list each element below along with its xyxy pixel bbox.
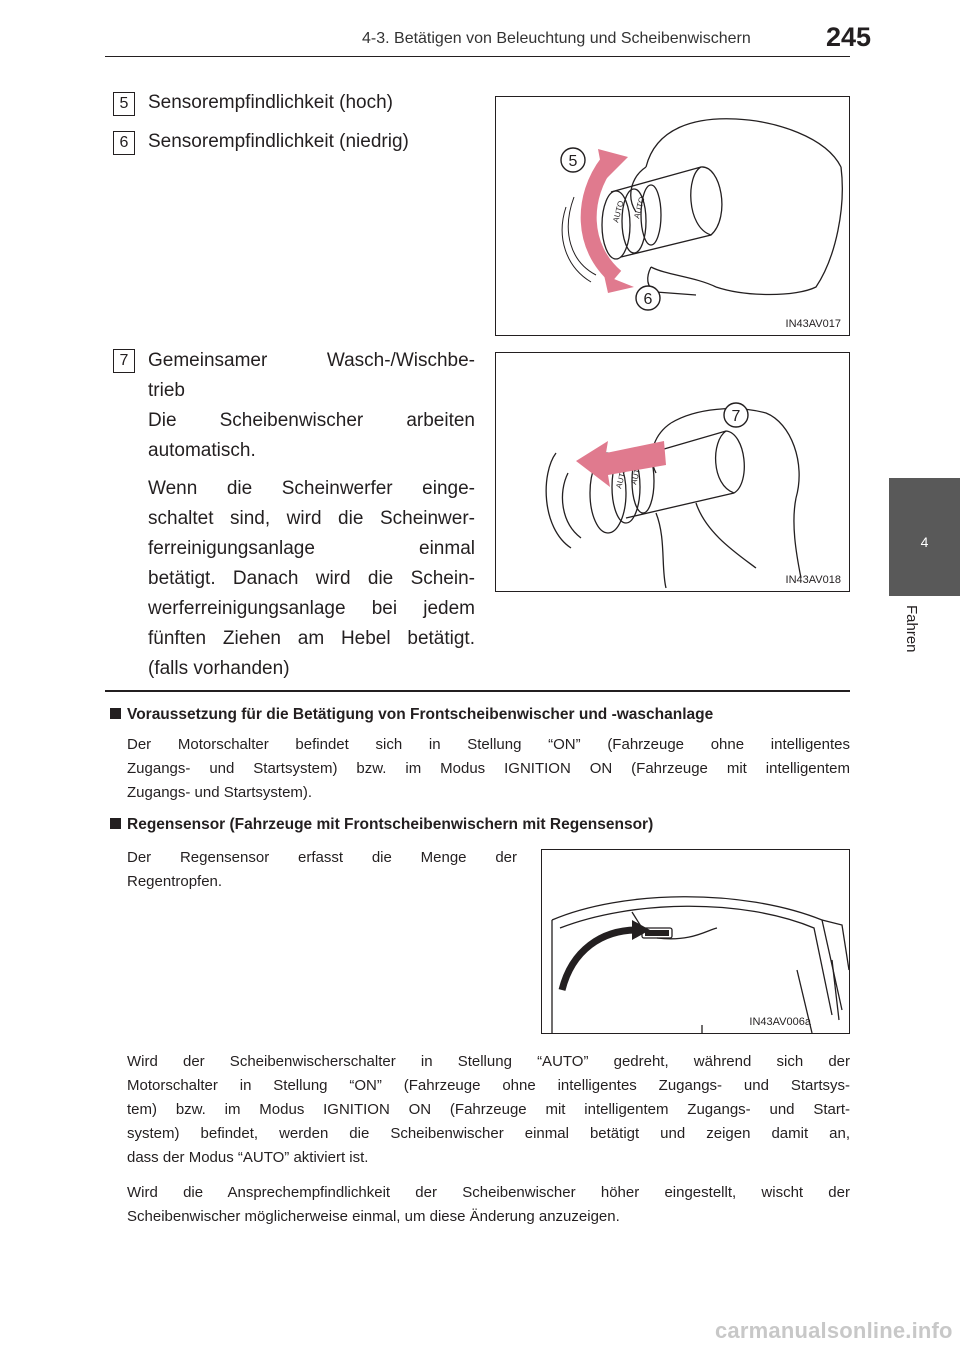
text-line: Zugangs- und Startsystem). bbox=[127, 784, 313, 801]
section-intro bbox=[127, 846, 517, 894]
section-heading: Voraussetzung für die Betätigung von Frontscheibenwischer und -waschanlage bbox=[110, 706, 713, 724]
figure-code: IN43AV018 bbox=[785, 574, 841, 586]
text-line: fünften Ziehen am Hebel betätigt. bbox=[148, 628, 475, 649]
section-paragraph bbox=[127, 733, 850, 805]
section-divider bbox=[105, 690, 850, 692]
header-rule bbox=[105, 56, 850, 57]
text-line: schaltet sind, wird die Scheinwer- bbox=[148, 508, 475, 529]
wash-lever-illustration bbox=[496, 353, 849, 591]
svg-text:6: 6 bbox=[643, 291, 653, 308]
section-title: 4-3. Betätigen von Beleuchtung und Scheibenwischern bbox=[362, 30, 751, 47]
page-number: 245 bbox=[826, 22, 872, 52]
text-line: Regentropfen. bbox=[127, 873, 223, 890]
text-line: Wird der Scheibenwischerschalter in Stellung “AUTO” gedreht, während sich der bbox=[127, 1053, 850, 1070]
text-line: Der Motorschalter befindet sich in Stellung “ON” (Fahrzeuge ohne intelligentes bbox=[127, 736, 850, 753]
figure-wash bbox=[495, 352, 850, 592]
text-line: trieb bbox=[148, 380, 185, 401]
text-line: Gemeinsamer Wasch-/Wischbe- bbox=[148, 350, 475, 371]
watermark: carmanualsonline.info bbox=[715, 1318, 953, 1343]
svg-text:AUTO: AUTO bbox=[614, 465, 629, 490]
windshield-illustration bbox=[542, 850, 849, 1033]
text-line: Die Scheibenwischer arbeiten bbox=[148, 410, 475, 431]
text-line: Wenn die Scheinwerfer einge- bbox=[148, 478, 475, 499]
svg-text:5: 5 bbox=[568, 153, 578, 170]
svg-text:7: 7 bbox=[731, 408, 741, 425]
section-paragraph bbox=[127, 1181, 850, 1229]
text-line: Motorschalter in Stellung “ON” (Fahrzeuge ohne intelligentes Zugangs- und Startsys- bbox=[127, 1077, 850, 1094]
chapter-number: 4 bbox=[920, 534, 929, 550]
item-text-7 bbox=[148, 346, 475, 684]
text-line: automatisch. bbox=[148, 440, 256, 461]
figure-code: IN43AV006a bbox=[749, 1016, 811, 1028]
text-line: Der Regensensor erfasst die Menge der bbox=[127, 849, 517, 866]
square-bullet-icon bbox=[110, 708, 121, 719]
item-number-7: 7 bbox=[113, 349, 135, 373]
text-line: betätigt. Danach wird die Schein- bbox=[148, 568, 475, 589]
item-number-5: 5 bbox=[113, 92, 135, 116]
item-text-6: Sensorempfindlichkeit (niedrig) bbox=[148, 131, 409, 152]
text-line: (falls vorhanden) bbox=[148, 658, 290, 679]
figure-code: IN43AV017 bbox=[785, 318, 841, 330]
text-line: dass der Modus “AUTO” aktiviert ist. bbox=[127, 1149, 369, 1166]
wiper-knob-illustration bbox=[496, 97, 849, 335]
text-line: Scheibenwischer möglicherweise einmal, um diese Änderung anzuzeigen. bbox=[127, 1208, 620, 1225]
text-line: werferreinigungsanlage bei jedem bbox=[148, 598, 475, 619]
section-heading: Regensensor (Fahrzeuge mit Frontscheibenwischern mit Regensensor) bbox=[110, 816, 653, 834]
figure-rain-sensor bbox=[541, 849, 850, 1034]
item-number-6: 6 bbox=[113, 131, 135, 155]
svg-text:AUTO: AUTO bbox=[611, 199, 626, 224]
text-line: Zugangs- und Startsystem) bzw. im Modus IGNITION ON (Fahrzeuge mit intelligentem bbox=[127, 760, 850, 777]
text-line: Wird die Ansprechempfindlichkeit der Scheibenwischer höher eingestellt, wischt der bbox=[127, 1184, 850, 1201]
text-line: tem) bzw. im Modus IGNITION ON (Fahrzeuge mit intelligentem Zugangs- und Start- bbox=[127, 1101, 850, 1118]
text-line: system) befindet, werden die Scheibenwischer einmal betätigt und zeigen damit an, bbox=[127, 1125, 850, 1142]
item-text-5: Sensorempfindlichkeit (hoch) bbox=[148, 92, 394, 113]
square-bullet-icon bbox=[110, 818, 121, 829]
section-paragraph bbox=[127, 1050, 850, 1170]
svg-text:AUTO: AUTO bbox=[629, 461, 644, 486]
chapter-name: Fahren bbox=[903, 605, 920, 653]
figure-sensitivity bbox=[495, 96, 850, 336]
svg-text:AUTO: AUTO bbox=[632, 195, 647, 220]
text-line: ferreinigungsanlage einmal bbox=[148, 538, 475, 559]
